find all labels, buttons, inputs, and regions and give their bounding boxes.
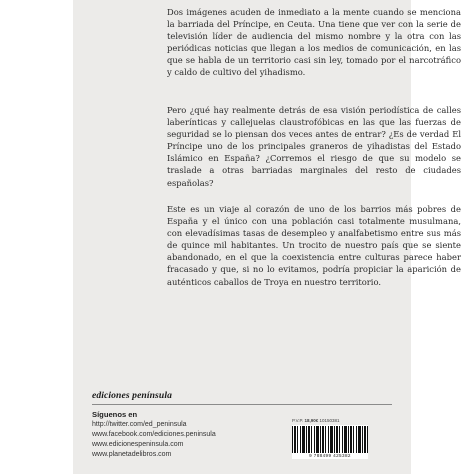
divider [92, 404, 392, 405]
blurb-paragraph-2: Pero ¿qué hay realmente detrás de esa visión periodística de calles laberínticas y callejuelas claustrofóbicas en las que las fuerzas de seguridad se lo piensan dos veces antes de entrar? ¿Es de verdad El Príncipe uno de los principales graneros de yihadistas del Estado Islámico en España? ¿Corremos el riesgo de que su modelo se traslade a otras barriadas marginales del resto de ciudades españolas? [167, 105, 461, 188]
facebook-link[interactable]: www.facebook.com/ediciones.peninsula [92, 431, 216, 438]
blurb-paragraph-3: Este es un viaje al corazón de uno de los barrios más pobres de España y el único con una población casi totalmente musulmana, con elevadísimas tasas de desempleo y analfabetismo entre sus más de quince mil habitantes. Un trocito de nuestro país que se siente abandonado, en el que la coexistencia entre culturas parece haber fracasado y que, si no lo evitamos, podría propiciar la aparición de auténticos caballos de Troya en nuestro territorio. [167, 204, 461, 287]
product-code: 10150381 [319, 418, 340, 423]
price-line [292, 418, 340, 423]
twitter-link[interactable]: http://twitter.com/ed_peninsula [92, 421, 187, 428]
pvp-value: 18,90€ [304, 418, 319, 423]
back-cover [73, 0, 461, 474]
barcode-digits: 9 788499 425382 [309, 453, 351, 458]
isbn-barcode [292, 425, 368, 459]
pvp-label: P.V.P. [292, 418, 304, 423]
publisher-logo: ediciones península [92, 390, 172, 401]
barcode-bars [292, 426, 368, 453]
planeta-website-link[interactable]: www.planetadelibros.com [92, 451, 172, 458]
publisher-website-link[interactable]: www.edicionespeninsula.com [92, 441, 184, 448]
follow-us-heading: Síguenos en [92, 410, 138, 419]
blurb-paragraph-1: Dos imágenes acuden de inmediato a la mente cuando se menciona la barriada del Príncipe, en Ceuta. Una tiene que ver con la serie de televisión líder de audiencia del mismo nombre y la otra con las periódicas noticias que llegan a los medios de comunicación, en las que se habla de un territorio casi sin ley, tomado por el narcotráfico y caldo de cultivo del yihadismo. [167, 7, 461, 78]
